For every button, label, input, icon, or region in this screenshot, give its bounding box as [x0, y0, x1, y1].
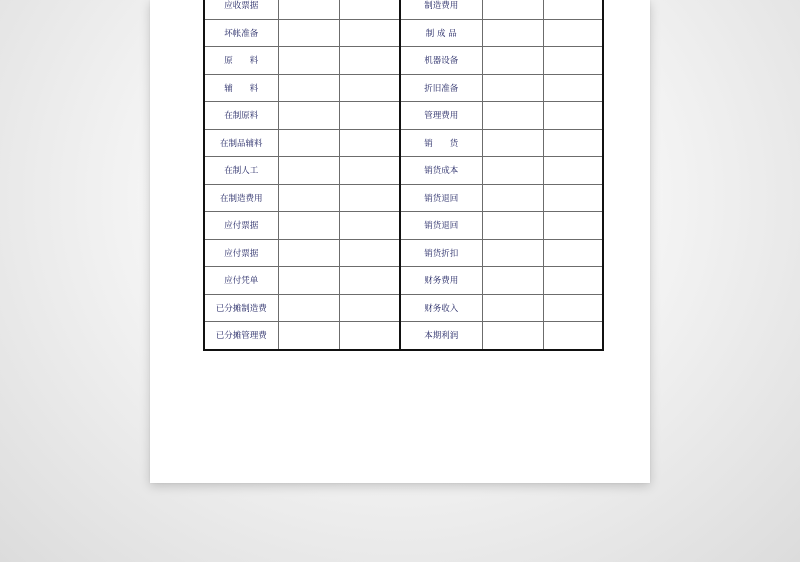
account-label-right: 财务收入: [400, 294, 482, 322]
amount-cell: [278, 239, 339, 267]
amount-cell: [543, 322, 603, 350]
amount-cell: [339, 294, 400, 322]
amount-cell: [482, 294, 543, 322]
amount-cell: [339, 0, 400, 19]
table-row: [204, 322, 603, 350]
amount-cell: [482, 184, 543, 212]
account-label-left: 在制品辅料: [204, 129, 278, 157]
table-row: [204, 239, 603, 267]
amount-cell: [543, 47, 603, 75]
amount-cell: [543, 267, 603, 295]
amount-cell: [543, 74, 603, 102]
amount-cell: [543, 19, 603, 47]
table-row: [204, 74, 603, 102]
amount-cell: [278, 129, 339, 157]
amount-cell: [339, 212, 400, 240]
account-label-right: 销 货: [400, 129, 482, 157]
account-label-left: 应付凭单: [204, 267, 278, 295]
account-label-right: 财务费用: [400, 267, 482, 295]
amount-cell: [339, 47, 400, 75]
account-label-left: 在制人工: [204, 157, 278, 185]
amount-cell: [278, 212, 339, 240]
amount-cell: [278, 184, 339, 212]
table-row: [204, 212, 603, 240]
account-label-right: 制造费用: [400, 0, 482, 19]
ledger-body: [204, 0, 603, 350]
table-row: [204, 47, 603, 75]
amount-cell: [482, 19, 543, 47]
amount-cell: [339, 74, 400, 102]
amount-cell: [339, 157, 400, 185]
account-label-right: 机器设备: [400, 47, 482, 75]
amount-cell: [543, 0, 603, 19]
amount-cell: [278, 0, 339, 19]
account-label-left: 辅 料: [204, 74, 278, 102]
table-row: [204, 157, 603, 185]
table-row: [204, 184, 603, 212]
amount-cell: [339, 239, 400, 267]
amount-cell: [482, 239, 543, 267]
amount-cell: [339, 184, 400, 212]
account-label-right: 制 成 品: [400, 19, 482, 47]
account-label-left: 应付票据: [204, 212, 278, 240]
account-label-left: 原 料: [204, 47, 278, 75]
amount-cell: [543, 184, 603, 212]
amount-cell: [482, 212, 543, 240]
amount-cell: [339, 322, 400, 350]
amount-cell: [482, 322, 543, 350]
amount-cell: [482, 102, 543, 130]
amount-cell: [278, 19, 339, 47]
table-row: [204, 129, 603, 157]
amount-cell: [278, 267, 339, 295]
account-label-right: 销货退回: [400, 212, 482, 240]
account-label-left: 已分摊制造费: [204, 294, 278, 322]
account-label-left: 在制原料: [204, 102, 278, 130]
table-row: [204, 0, 603, 19]
account-label-right: 管理费用: [400, 102, 482, 130]
amount-cell: [278, 74, 339, 102]
account-label-right: 销货退回: [400, 184, 482, 212]
amount-cell: [482, 47, 543, 75]
amount-cell: [482, 0, 543, 19]
account-label-left: 坏帐准备: [204, 19, 278, 47]
amount-cell: [543, 157, 603, 185]
amount-cell: [543, 129, 603, 157]
amount-cell: [278, 47, 339, 75]
account-label-left: 在制造费用: [204, 184, 278, 212]
table-row: [204, 294, 603, 322]
amount-cell: [278, 157, 339, 185]
amount-cell: [543, 212, 603, 240]
account-label-left: 应收票据: [204, 0, 278, 19]
amount-cell: [482, 157, 543, 185]
amount-cell: [278, 102, 339, 130]
amount-cell: [339, 19, 400, 47]
account-ledger-table: [203, 0, 604, 351]
table-row: [204, 267, 603, 295]
account-label-right: 折旧准备: [400, 74, 482, 102]
amount-cell: [482, 129, 543, 157]
amount-cell: [339, 129, 400, 157]
amount-cell: [543, 102, 603, 130]
account-label-left: 已分摊管理费: [204, 322, 278, 350]
amount-cell: [482, 74, 543, 102]
account-label-left: 应付票据: [204, 239, 278, 267]
amount-cell: [543, 294, 603, 322]
account-label-right: 销货折扣: [400, 239, 482, 267]
table-row: [204, 19, 603, 47]
document-page: [150, 0, 650, 483]
amount-cell: [339, 102, 400, 130]
amount-cell: [482, 267, 543, 295]
table-row: [204, 102, 603, 130]
account-label-right: 销货成本: [400, 157, 482, 185]
amount-cell: [543, 239, 603, 267]
amount-cell: [278, 322, 339, 350]
amount-cell: [278, 294, 339, 322]
account-label-right: 本期利润: [400, 322, 482, 350]
amount-cell: [339, 267, 400, 295]
